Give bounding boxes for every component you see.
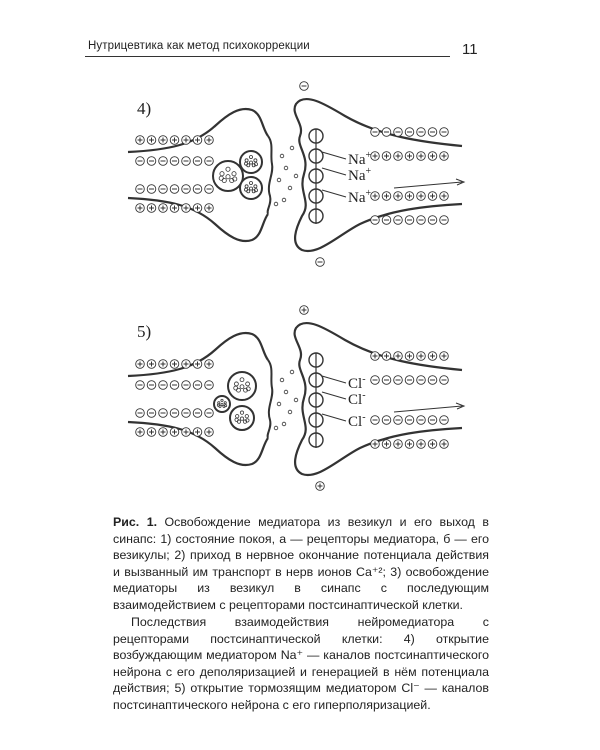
minus-charge-icon: [170, 381, 179, 390]
minus-charge-icon: [428, 376, 437, 385]
minus-charge-icon: [136, 157, 145, 166]
synapse-panel-5: [128, 306, 464, 491]
plus-charge-icon: [316, 482, 325, 491]
plus-charge-icon: [382, 152, 391, 161]
terminal-front: [268, 360, 273, 438]
minus-charge-icon: [417, 416, 426, 425]
plus-charge-icon: [136, 136, 145, 145]
minus-charge-icon: [159, 381, 168, 390]
ion-label: Cl-: [348, 374, 366, 392]
flow-arrow: [394, 406, 462, 412]
plus-charge-icon: [428, 440, 437, 449]
running-title: Нутрицевтика как метод психокоррекции: [88, 40, 310, 52]
header-rule: [85, 56, 450, 57]
minus-charge-icon: [182, 409, 191, 418]
minus-charge-icon: [182, 157, 191, 166]
minus-charge-icon: [170, 409, 179, 418]
minus-charge-icon: [394, 216, 403, 225]
minus-charge-icon: [147, 185, 156, 194]
minus-charge-icon: [147, 381, 156, 390]
minus-charge-icon: [182, 381, 191, 390]
plus-charge-icon: [440, 440, 449, 449]
minus-charge-icon: [205, 381, 214, 390]
vesicle: [230, 406, 254, 430]
plus-charge-icon: [182, 136, 191, 145]
minus-charge-icon: [382, 216, 391, 225]
plus-charge-icon: [136, 360, 145, 369]
minus-charge-icon: [394, 128, 403, 137]
ion-label: Cl-: [348, 412, 366, 430]
minus-charge-icon: [440, 216, 449, 225]
vesicle: [214, 396, 230, 412]
plus-charge-icon: [170, 136, 179, 145]
minus-charge-icon: [371, 416, 380, 425]
minus-charge-icon: [417, 376, 426, 385]
plus-charge-icon: [394, 192, 403, 201]
minus-charge-icon: [382, 416, 391, 425]
plus-charge-icon: [182, 428, 191, 437]
plus-charge-icon: [428, 192, 437, 201]
figure-caption: [113, 514, 489, 713]
minus-charge-icon: [170, 185, 179, 194]
vesicle: [240, 151, 262, 173]
mediator-molecule: [282, 422, 286, 426]
minus-charge-icon: [159, 157, 168, 166]
mediator-molecule: [277, 402, 281, 406]
mediator-molecule: [280, 378, 284, 382]
plus-charge-icon: [205, 428, 214, 437]
plus-charge-icon: [182, 204, 191, 213]
caption-paragraph-1: Освобождение медиатора из везикул и его выход в синапс: 1) состояние покоя, а — рецепторы медиатора, б — его везикулы; 2) приход в нервное окончание потенциала действия и вызванный им транспорт в нерв ионов Ca⁺²; 3) освобождение медиаторы из везикул в синапс с последующим взаимодействием с рецепторами постсинаптической клетки.: [113, 515, 489, 612]
ion-label: Na+: [348, 150, 372, 168]
plus-charge-icon: [136, 428, 145, 437]
minus-charge-icon: [371, 128, 380, 137]
plus-charge-icon: [147, 204, 156, 213]
minus-charge-icon: [193, 409, 202, 418]
minus-charge-icon: [159, 185, 168, 194]
ion-label: Na+: [348, 188, 372, 206]
minus-charge-icon: [136, 381, 145, 390]
plus-charge-icon: [382, 440, 391, 449]
minus-charge-icon: [440, 128, 449, 137]
plus-charge-icon: [405, 352, 414, 361]
minus-charge-icon: [371, 376, 380, 385]
mediator-molecule: [274, 202, 278, 206]
mediator-molecule: [284, 166, 288, 170]
minus-charge-icon: [147, 157, 156, 166]
plus-charge-icon: [205, 136, 214, 145]
minus-charge-icon: [147, 409, 156, 418]
minus-charge-icon: [428, 416, 437, 425]
plus-charge-icon: [205, 204, 214, 213]
minus-charge-icon: [170, 157, 179, 166]
plus-charge-icon: [159, 428, 168, 437]
plus-charge-icon: [417, 152, 426, 161]
minus-charge-icon: [394, 416, 403, 425]
flow-arrow: [394, 182, 462, 188]
mediator-molecule: [294, 174, 298, 178]
ion-arrow: [322, 392, 346, 399]
minus-charge-icon: [417, 216, 426, 225]
mediator-molecule: [290, 370, 294, 374]
vesicle: [240, 177, 262, 199]
plus-charge-icon: [417, 352, 426, 361]
plus-charge-icon: [159, 136, 168, 145]
plus-charge-icon: [147, 428, 156, 437]
plus-charge-icon: [440, 352, 449, 361]
synapse-panel-4: [128, 82, 464, 267]
minus-charge-icon: [316, 258, 325, 267]
plus-charge-icon: [417, 192, 426, 201]
plus-charge-icon: [440, 152, 449, 161]
plus-charge-icon: [159, 360, 168, 369]
plus-charge-icon: [382, 352, 391, 361]
plus-charge-icon: [428, 352, 437, 361]
plus-charge-icon: [170, 360, 179, 369]
panel-4-label: 4): [137, 99, 152, 118]
minus-charge-icon: [136, 185, 145, 194]
minus-charge-icon: [405, 376, 414, 385]
synapse-figure: [0, 70, 600, 500]
plus-charge-icon: [394, 352, 403, 361]
ion-arrow: [322, 168, 346, 175]
plus-charge-icon: [428, 152, 437, 161]
plus-charge-icon: [170, 204, 179, 213]
plus-charge-icon: [147, 136, 156, 145]
minus-charge-icon: [405, 216, 414, 225]
plus-charge-icon: [193, 428, 202, 437]
caption-paragraph-2: Последствия взаимодействия нейромедиатора с рецепторами постсинаптической клетки: 4) открытие возбуждающим медиатором Na⁺ — каналов постсинаптического нейрона с его деполяризацией и генерацией в нём потенциала действия; 5) открытие тормозящим медиатором Cl⁻ — каналов постсинаптического нейрона с его гиперполяризацией.: [113, 615, 489, 712]
minus-charge-icon: [136, 409, 145, 418]
plus-charge-icon: [371, 152, 380, 161]
mediator-molecule: [294, 398, 298, 402]
minus-charge-icon: [159, 409, 168, 418]
minus-charge-icon: [440, 376, 449, 385]
ion-arrow: [322, 414, 346, 421]
mediator-molecule: [288, 410, 292, 414]
plus-charge-icon: [193, 136, 202, 145]
plus-charge-icon: [193, 204, 202, 213]
minus-charge-icon: [182, 185, 191, 194]
ion-label: Na+: [348, 166, 372, 184]
plus-charge-icon: [394, 440, 403, 449]
vesicle: [228, 372, 256, 400]
vesicle: [213, 161, 243, 191]
presynaptic-membrane: [128, 333, 268, 376]
presynaptic-membrane: [128, 109, 268, 152]
minus-charge-icon: [205, 185, 214, 194]
ion-arrow: [322, 190, 346, 197]
mediator-molecule: [282, 198, 286, 202]
minus-charge-icon: [193, 381, 202, 390]
mediator-molecule: [274, 426, 278, 430]
ion-arrow: [322, 152, 346, 159]
figure-label: Рис. 1.: [113, 515, 158, 529]
plus-charge-icon: [300, 306, 309, 315]
plus-charge-icon: [440, 192, 449, 201]
plus-charge-icon: [417, 440, 426, 449]
page-number: 11: [462, 41, 478, 58]
minus-charge-icon: [417, 128, 426, 137]
minus-charge-icon: [382, 128, 391, 137]
plus-charge-icon: [405, 152, 414, 161]
minus-charge-icon: [193, 185, 202, 194]
minus-charge-icon: [371, 216, 380, 225]
mediator-molecule: [277, 178, 281, 182]
mediator-molecule: [280, 154, 284, 158]
plus-charge-icon: [382, 192, 391, 201]
plus-charge-icon: [170, 428, 179, 437]
minus-charge-icon: [405, 416, 414, 425]
minus-charge-icon: [300, 82, 309, 91]
minus-charge-icon: [205, 409, 214, 418]
plus-charge-icon: [371, 440, 380, 449]
plus-charge-icon: [182, 360, 191, 369]
minus-charge-icon: [440, 416, 449, 425]
panel-5-label: 5): [137, 322, 152, 341]
plus-charge-icon: [405, 192, 414, 201]
mediator-molecule: [290, 146, 294, 150]
minus-charge-icon: [193, 157, 202, 166]
minus-charge-icon: [394, 376, 403, 385]
minus-charge-icon: [405, 128, 414, 137]
terminal-front: [268, 136, 273, 214]
plus-charge-icon: [136, 204, 145, 213]
mediator-molecule: [284, 390, 288, 394]
minus-charge-icon: [428, 128, 437, 137]
minus-charge-icon: [205, 157, 214, 166]
ion-arrow: [322, 376, 346, 383]
minus-charge-icon: [382, 376, 391, 385]
plus-charge-icon: [371, 192, 380, 201]
plus-charge-icon: [394, 152, 403, 161]
minus-charge-icon: [428, 216, 437, 225]
plus-charge-icon: [193, 360, 202, 369]
plus-charge-icon: [147, 360, 156, 369]
plus-charge-icon: [371, 352, 380, 361]
mediator-molecule: [288, 186, 292, 190]
plus-charge-icon: [405, 440, 414, 449]
plus-charge-icon: [159, 204, 168, 213]
plus-charge-icon: [205, 360, 214, 369]
ion-label: Cl-: [348, 390, 366, 408]
